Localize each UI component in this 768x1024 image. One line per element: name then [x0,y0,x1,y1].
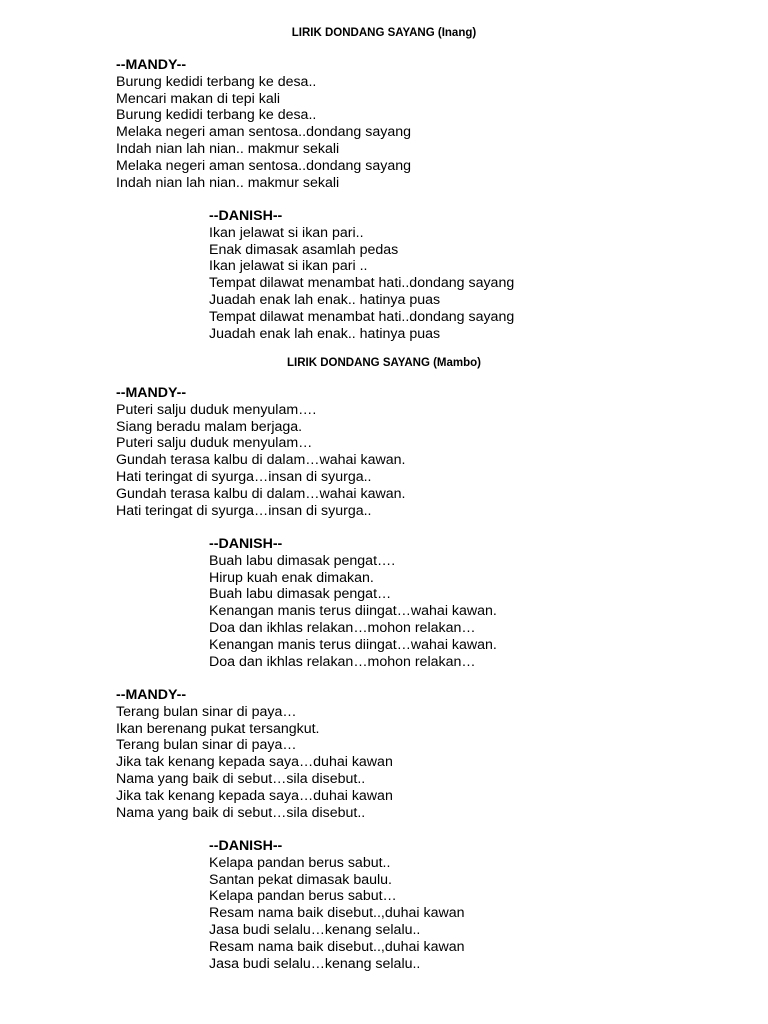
lyric-line: Kelapa pandan berus sabut.. [209,854,391,871]
lyric-line: Indah nian lah nian.. makmur sekali [116,140,340,157]
speaker-label: --DANISH-- [209,838,283,854]
lyric-line: Juadah enak lah enak.. hatinya puas [209,325,441,342]
lyric-line: Resam nama baik disebut..,duhai kawan [209,938,465,955]
lyric-line: Siang beradu malam berjaga. [116,418,303,435]
lyric-line: Gundah terasa kalbu di dalam…wahai kawan. [116,452,406,469]
lyric-line: Mencari makan di tepi kali [116,90,281,107]
verse-danish-3 [209,838,465,972]
lyric-line: Nama yang baik di sebut…sila disebut.. [116,804,366,821]
lyric-line: Puteri salju duduk menyulam… [116,435,313,452]
lyric-line: Gundah terasa kalbu di dalam…wahai kawan. [116,485,406,502]
title-mambo: LIRIK DONDANG SAYANG (Mambo) [286,357,482,369]
lyric-line: Santan pekat dimasak baulu. [209,871,392,888]
lyric-line: Hati teringat di syurga…insan di syurga.. [116,468,372,485]
lyric-line: Terang bulan sinar di paya… [116,703,297,720]
lyric-line: Doa dan ikhlas relakan…mohon relakan… [209,653,476,670]
lyric-line: Indah nian lah nian.. makmur sekali [116,174,340,191]
lyric-line: Juadah enak lah enak.. hatinya puas [209,291,441,308]
lyric-line: Tempat dilawat menambat hati..dondang sayang [209,308,515,325]
lyric-line: Jika tak kenang kepada saya…duhai kawan [116,787,393,804]
lyric-line: Nama yang baik di sebut…sila disebut.. [116,770,366,787]
speaker-label: --MANDY-- [116,57,187,73]
lyric-line: Hirup kuah enak dimakan. [209,569,374,586]
verse-mandy-2 [116,385,405,519]
lyric-line: Ikan berenang pukat tersangkut. [116,720,320,737]
lyric-line: Buah labu dimasak pengat…. [209,552,396,569]
verse-mandy-3 [116,687,393,821]
lyric-line: Jika tak kenang kepada saya…duhai kawan [116,754,393,771]
lyric-line: Buah labu dimasak pengat… [209,586,392,603]
lyric-line: Tempat dilawat menambat hati..dondang sayang [209,275,515,292]
lyric-line: Kelapa pandan berus sabut… [209,888,397,905]
speaker-label: --MANDY-- [116,385,187,401]
lyric-line: Jasa budi selalu…kenang selalu.. [209,955,421,972]
lyric-line: Puteri salju duduk menyulam…. [116,401,317,418]
lyric-line: Hati teringat di syurga…insan di syurga.. [116,502,372,519]
lyric-line: Kenangan manis terus diingat…wahai kawan. [209,636,497,653]
verse-danish-1 [209,208,514,342]
lyric-line: Enak dimasak asamlah pedas [209,241,399,258]
title-inang: LIRIK DONDANG SAYANG (Inang) [291,27,477,39]
lyric-line: Melaka negeri aman sentosa..dondang sayang [116,124,411,141]
lyric-line: Ikan jelawat si ikan pari .. [209,258,368,275]
lyric-line: Melaka negeri aman sentosa..dondang sayang [116,157,411,174]
lyric-line: Burung kedidi terbang ke desa.. [116,107,317,124]
lyric-line: Resam nama baik disebut..,duhai kawan [209,905,465,922]
speaker-label: --MANDY-- [116,687,187,703]
lyric-line: Terang bulan sinar di paya… [116,737,297,754]
verse-mandy-1 [116,57,411,191]
lyric-line: Doa dan ikhlas relakan…mohon relakan… [209,619,476,636]
lyric-line: Kenangan manis terus diingat…wahai kawan. [209,603,497,620]
lyric-line: Ikan jelawat si ikan pari.. [209,224,364,241]
lyric-line: Jasa budi selalu…kenang selalu.. [209,921,421,938]
speaker-label: --DANISH-- [209,536,283,552]
verse-danish-2 [209,536,497,670]
speaker-label: --DANISH-- [209,208,283,224]
lyric-line: Burung kedidi terbang ke desa.. [116,73,317,90]
